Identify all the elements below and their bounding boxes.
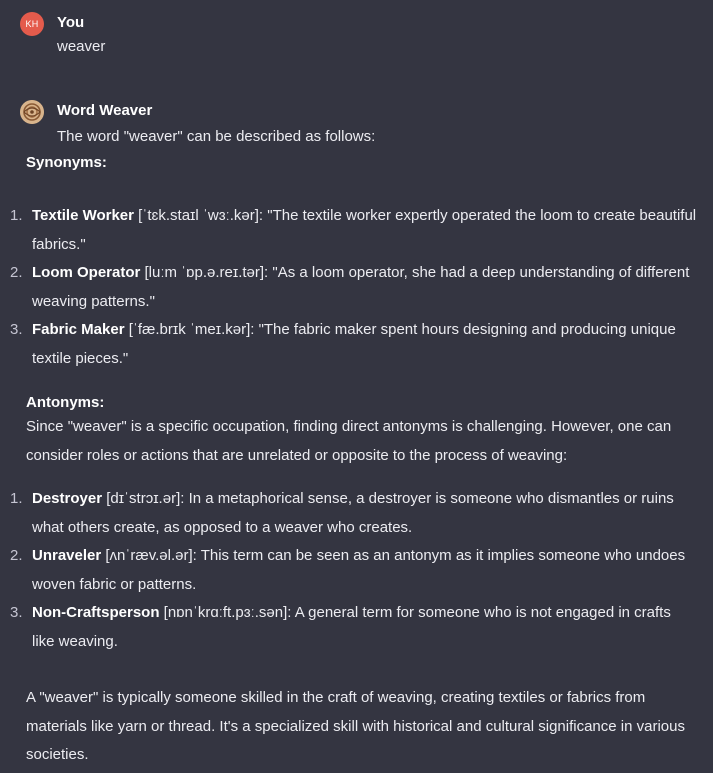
antonym-term: Non-Craftsperson <box>32 604 160 621</box>
user-message-text: weaver <box>57 38 106 55</box>
list-number: 3. <box>10 604 23 621</box>
antonym-detail: [ʌnˈræv.əl.ər]: This term can be seen as an antonym as it implies someone who undoes woven fabric or patterns. <box>32 547 686 593</box>
user-initials: KH <box>25 19 39 29</box>
antonym-detail: [dɪˈstrɔɪ.ər]: In a metaphorical sense, a destroyer is someone who dismantles or ruins what others create, as opposed to a weaver who creates. <box>32 490 674 536</box>
list-number: 1. <box>10 490 23 507</box>
antonyms-intro: Since "weaver" is a specific occupation, finding direct antonyms is challenging. However, one can consider roles or actions that are unrelated or opposite to the process of weaving: <box>26 418 672 464</box>
list-item <box>0 259 697 316</box>
list-item <box>0 485 697 542</box>
list-item <box>0 599 697 656</box>
list-item <box>0 202 697 259</box>
user-name: You <box>57 14 85 31</box>
synonym-detail: [ˈfæ.brɪk ˈmeɪ.kər]: "The fabric maker spent hours designing and producing unique textile pieces." <box>32 321 676 367</box>
antonyms-heading: Antonyms: <box>26 394 105 411</box>
synonym-term: Loom Operator <box>32 264 141 281</box>
antonyms-list <box>0 485 713 656</box>
synonyms-heading: Synonyms: <box>26 154 107 171</box>
antonym-detail: [nɒnˈkrɑːft.pɜː.sən]: A general term for someone who is not engaged in crafts like weaving. <box>32 604 671 650</box>
assistant-name: Word Weaver <box>57 102 153 119</box>
synonym-detail: [ˈtɛk.staɪl ˈwɜː.kər]: "The textile worker expertly operated the loom to create beautiful fabrics." <box>32 207 697 253</box>
response-intro: The word "weaver" can be described as follows: <box>57 128 376 145</box>
word-weaver-avatar-icon <box>20 100 44 124</box>
antonym-term: Unraveler <box>32 547 102 564</box>
synonyms-list <box>0 202 713 373</box>
closing-paragraph: A "weaver" is typically someone skilled in the craft of weaving, creating textiles or fabrics from materials like yarn or thread. It's a specialized skill with historical and cultural significance in various societies. <box>26 689 685 763</box>
list-item <box>0 316 697 373</box>
list-number: 2. <box>10 264 23 281</box>
list-number: 3. <box>10 321 23 338</box>
synonym-term: Fabric Maker <box>32 321 125 338</box>
list-item <box>0 542 697 599</box>
list-number: 1. <box>10 207 23 224</box>
user-avatar <box>20 12 44 36</box>
synonym-detail: [luːm ˈɒp.ə.reɪ.tər]: "As a loom operator, she had a deep understanding of different weaving patterns." <box>32 264 690 310</box>
list-number: 2. <box>10 547 23 564</box>
synonym-term: Textile Worker <box>32 207 134 224</box>
antonym-term: Destroyer <box>32 490 103 507</box>
